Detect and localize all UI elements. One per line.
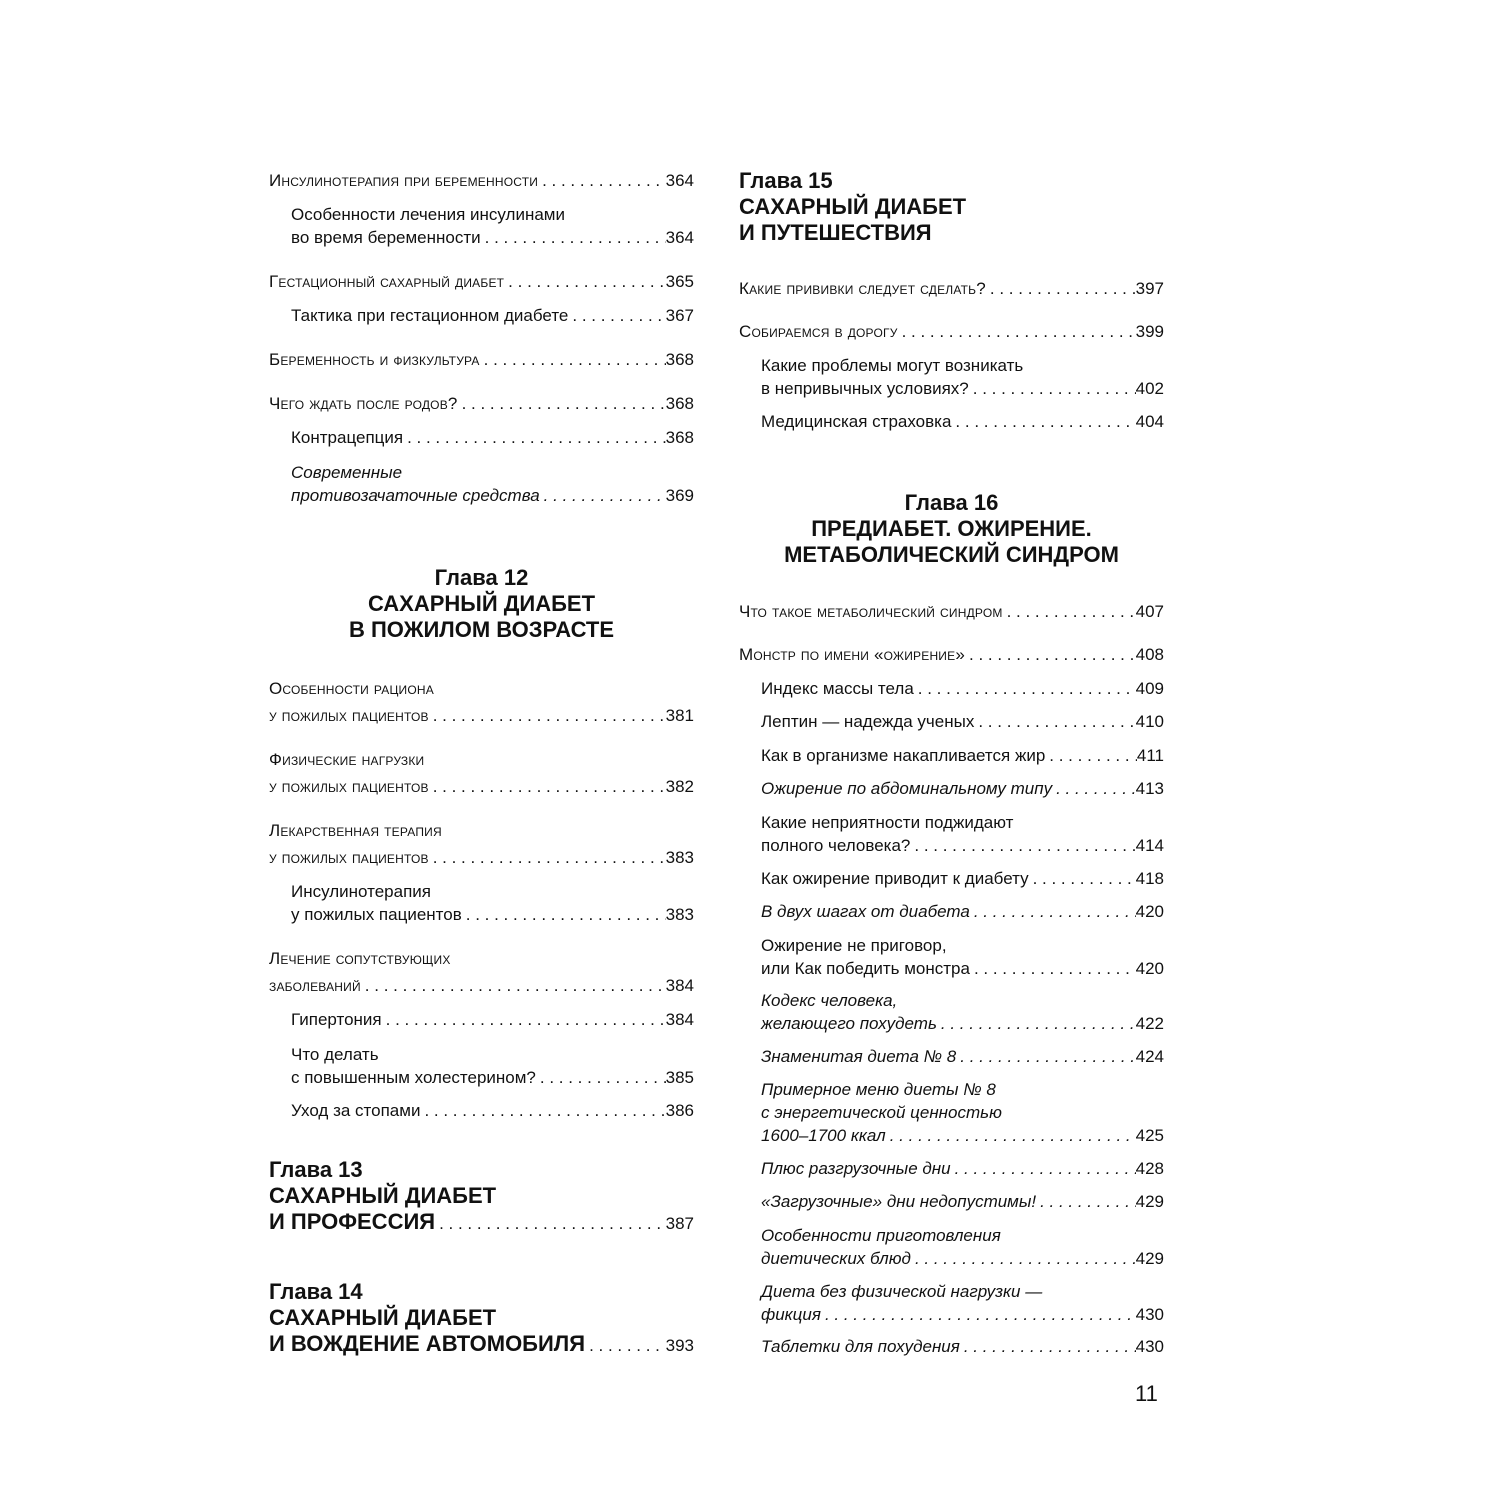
toc-entry-title-line: Какие проблемы могут возникать <box>761 356 1024 375</box>
dot-leader <box>538 169 666 192</box>
toc-entry-title-line: во время беременности <box>291 228 481 247</box>
toc-subentry[interactable] <box>761 677 1164 700</box>
toc-entry-page: 411 <box>1136 746 1164 765</box>
toc-entry[interactable] <box>739 277 1164 300</box>
toc-entry-title: Лептин — надежда ученых <box>761 712 975 731</box>
dot-leader <box>986 277 1136 300</box>
chapter-title-line: САХАРНЫЙ ДИАБЕТ <box>269 1305 497 1330</box>
toc-entry-title: Медицинская страховка <box>761 412 952 431</box>
toc-entry-title-line: Лекарственная терапия <box>269 821 442 840</box>
page-number: 11 <box>1135 1381 1158 1406</box>
toc-entry-title: Плюс разгрузочные дни <box>761 1159 951 1178</box>
toc-entry-page: 418 <box>1135 869 1164 888</box>
chapter-13-heading[interactable] <box>269 1157 694 1237</box>
toc-entry-title: В двух шагах от диабета <box>761 902 970 921</box>
toc-entry-page: 368 <box>665 350 694 369</box>
toc-subentry[interactable] <box>761 1280 1164 1326</box>
toc-entry[interactable] <box>739 320 1164 343</box>
dot-leader <box>974 710 1135 733</box>
toc-entry-title-line: 1600–1700 ккал <box>761 1126 886 1145</box>
toc-entry-page: 387 <box>665 1214 694 1233</box>
dot-leader <box>951 410 1135 433</box>
chapter-title-line: САХАРНЫЙ ДИАБЕТ <box>269 1183 497 1208</box>
toc-entry-page: 364 <box>665 228 694 247</box>
toc-entry-title: Беременность и физкультура <box>269 350 480 369</box>
toc-entry-title-line: диетических блюд <box>761 1249 911 1268</box>
chapter-title-line: В ПОЖИЛОМ ВОЗРАСТЕ <box>348 617 615 642</box>
toc-subentry[interactable] <box>761 744 1164 767</box>
chapter-label: Глава 15 <box>739 168 833 193</box>
dot-leader <box>970 900 1136 923</box>
toc-entry-title-line: Кодекс человека, <box>761 991 898 1010</box>
toc-subentry[interactable] <box>761 811 1164 857</box>
toc-entry-page: 429 <box>1135 1249 1164 1268</box>
toc-entry-title-line: Лечение сопутствующих <box>269 949 451 968</box>
toc-subentry[interactable] <box>761 777 1164 800</box>
dot-leader <box>429 775 666 798</box>
toc-entry-title: Уход за стопами <box>291 1101 421 1120</box>
toc-subentry[interactable] <box>761 410 1164 433</box>
toc-entry[interactable] <box>269 348 694 371</box>
toc-entry-page: 424 <box>1135 1047 1164 1066</box>
toc-subentry[interactable] <box>291 1008 694 1031</box>
toc-entry-title: Как в организме накапливается жир <box>761 746 1046 765</box>
chapter-title-line: САХАРНЫЙ ДИАБЕТ <box>739 194 967 219</box>
toc-entry-title-line: Диета без физической нагрузки — <box>761 1282 1043 1301</box>
toc-subentry[interactable] <box>761 1045 1164 1068</box>
dot-leader <box>504 270 665 293</box>
toc-entry-page: 364 <box>665 171 694 190</box>
toc-entry-title-line: Что делать <box>291 1045 379 1064</box>
toc-entry-title: Таблетки для похудения <box>761 1337 960 1356</box>
toc-entry-page: 385 <box>665 1068 694 1087</box>
toc-entry-title: Индекс массы тела <box>761 679 914 698</box>
toc-entry-page: 430 <box>1135 1305 1164 1324</box>
toc-entry-title-line: Особенности рациона <box>269 679 434 698</box>
toc-entry-page: 393 <box>665 1336 694 1355</box>
dot-leader <box>969 377 1136 400</box>
dot-leader <box>821 1303 1136 1326</box>
toc-entry-page: 430 <box>1135 1337 1164 1356</box>
toc-entry-title: Гестационный сахарный диабет <box>269 272 505 291</box>
dot-leader <box>951 1157 1136 1180</box>
toc-entry-title-line: с повышенным холестерином? <box>291 1068 536 1087</box>
toc-entry-page: 422 <box>1135 1014 1164 1033</box>
toc-entry-title-line: Физические нагрузки <box>269 750 425 769</box>
toc-entry-title-line: Какие неприятности поджидают <box>761 813 1014 832</box>
chapter-title-line: МЕТАБОЛИЧЕСКИЙ СИНДРОМ <box>784 542 1119 567</box>
dot-leader <box>970 957 1136 980</box>
dot-leader <box>960 1335 1136 1358</box>
toc-subentry[interactable] <box>291 1043 694 1089</box>
dot-leader <box>898 320 1136 343</box>
toc-entry-title-line: Современные <box>291 463 403 482</box>
toc-entry-page: 420 <box>1135 959 1164 978</box>
chapter-label: Глава 16 <box>904 490 999 515</box>
dot-leader <box>435 1211 666 1237</box>
dot-leader <box>429 846 666 869</box>
dot-leader <box>361 974 666 997</box>
toc-entry[interactable] <box>269 819 694 869</box>
chapter-title-line: И ВОЖДЕНИЕ АВТОМОБИЛЯ <box>269 1331 586 1356</box>
dot-leader <box>914 677 1136 700</box>
toc-entry-title-line: у пожилых пациентов <box>269 706 429 725</box>
dot-leader <box>1052 777 1136 800</box>
toc-entry[interactable] <box>269 677 694 727</box>
toc-entry-page: 383 <box>665 905 694 924</box>
toc-subentry[interactable] <box>761 354 1164 400</box>
toc-entry-page: 414 <box>1135 836 1164 855</box>
toc-entry-title-line: у пожилых пациентов <box>269 777 429 796</box>
toc-entry-title: Чего ждать после родов? <box>269 394 458 413</box>
toc-subentry[interactable] <box>291 203 694 249</box>
dot-leader <box>937 1012 1136 1035</box>
toc-entry-title: Какие прививки следует сделать? <box>739 279 986 298</box>
dot-leader <box>585 1333 666 1359</box>
dot-leader <box>886 1124 1136 1147</box>
dot-leader <box>382 1008 666 1031</box>
toc-entry-title: Контрацепция <box>291 428 404 447</box>
chapter-label: Глава 14 <box>269 1279 363 1304</box>
toc-subentry[interactable] <box>761 934 1164 980</box>
toc-entry-title-line: противозачаточные средства <box>291 486 540 505</box>
toc-entry-title-line: в непривычных условиях? <box>761 379 969 398</box>
toc-entry-page: 369 <box>665 486 694 505</box>
toc-entry-title-line: Ожирение не приговор, <box>761 936 947 955</box>
toc-entry-page: 402 <box>1135 379 1164 398</box>
toc-subentry[interactable] <box>291 304 694 327</box>
dot-leader <box>481 226 666 249</box>
toc-subentry[interactable] <box>291 880 694 926</box>
toc-entry-page: 382 <box>665 777 694 796</box>
toc-subentry[interactable] <box>761 1157 1164 1180</box>
chapter-title-line: ПРЕДИАБЕТ. ОЖИРЕНИЕ. <box>811 516 1092 541</box>
toc-entry-title-line: или Как победить монстра <box>761 959 970 978</box>
dot-leader <box>956 1045 1135 1068</box>
toc-entry-title-line: желающего похудеть <box>761 1014 937 1033</box>
toc-entry-title: Знаменитая диета № 8 <box>761 1047 957 1066</box>
toc-entry-title-line: с энергетической ценностью <box>761 1103 1002 1122</box>
toc-entry-title-line: фикция <box>761 1305 821 1324</box>
toc-entry-title: Монстр по имени «ожирение» <box>739 645 965 664</box>
toc-entry-page: 399 <box>1135 322 1164 341</box>
toc-entry-title-line: Примерное меню диеты № 8 <box>761 1080 996 1099</box>
toc-subentry[interactable] <box>291 461 694 507</box>
toc-entry-title-line: Инсулинотерапия <box>291 882 431 901</box>
dot-leader <box>1036 1190 1136 1213</box>
toc-subentry[interactable] <box>761 867 1164 890</box>
dot-leader <box>911 1247 1136 1270</box>
chapter-label: Глава 12 <box>434 565 529 590</box>
toc-entry-title: Гипертония <box>291 1010 382 1029</box>
toc-subentry[interactable] <box>291 426 694 449</box>
toc-entry-page: 408 <box>1135 645 1164 664</box>
toc-entry-page: 397 <box>1135 279 1164 298</box>
toc-subentry[interactable] <box>761 1078 1164 1147</box>
dot-leader <box>965 643 1136 666</box>
toc-subentry[interactable] <box>761 900 1164 923</box>
toc-subentry[interactable] <box>761 710 1164 733</box>
toc-subentry[interactable] <box>761 989 1164 1035</box>
chapter-15-heading[interactable] <box>739 168 1164 246</box>
toc-entry-page: 368 <box>665 394 694 413</box>
toc-entry-page: 386 <box>665 1101 694 1120</box>
toc-entry-title-line: Особенности приготовления <box>761 1226 1001 1245</box>
chapter-title-line: И ПУТЕШЕСТВИЯ <box>739 220 932 245</box>
toc-entry-page: 368 <box>665 428 694 447</box>
toc-entry-title-line: Особенности лечения инсулинами <box>291 205 565 224</box>
dot-leader <box>458 392 666 415</box>
toc-entry-page: 409 <box>1135 679 1164 698</box>
toc-entry-page: 429 <box>1135 1192 1164 1211</box>
toc-entry-page: 365 <box>665 272 694 291</box>
toc-entry[interactable] <box>739 643 1164 666</box>
chapter-title-line: САХАРНЫЙ ДИАБЕТ <box>367 591 596 616</box>
toc-entry[interactable] <box>269 270 694 293</box>
toc-entry-title: Тактика при гестационном диабете <box>291 306 569 325</box>
toc-subentry[interactable] <box>761 1224 1164 1270</box>
dot-leader <box>568 304 665 327</box>
toc-entry-page: 425 <box>1135 1126 1164 1145</box>
toc-entry-title: Собираемся в дорогу <box>739 322 898 341</box>
chapter-label: Глава 13 <box>269 1157 363 1182</box>
chapter-12-heading[interactable] <box>269 565 694 643</box>
toc-entry[interactable] <box>739 600 1164 623</box>
dot-leader <box>1003 600 1136 623</box>
toc-entry-page: 383 <box>665 848 694 867</box>
toc-entry-title: Инсулинотерапия при беременности <box>269 171 539 190</box>
toc-entry-title-line: полного человека? <box>761 836 911 855</box>
toc-entry[interactable] <box>269 748 694 798</box>
toc-entry-title-line: у пожилых пациентов <box>291 905 462 924</box>
chapter-16-heading[interactable] <box>739 490 1164 568</box>
toc-entry-page: 428 <box>1135 1159 1164 1178</box>
toc-entry[interactable] <box>269 169 694 192</box>
chapter-title-line: И ПРОФЕССИЯ <box>269 1209 436 1234</box>
dot-leader <box>1045 744 1137 767</box>
toc-entry-title-line: у пожилых пациентов <box>269 848 429 867</box>
dot-leader <box>536 1066 666 1089</box>
toc-entry-page: 420 <box>1135 902 1164 921</box>
toc-entry-page: 407 <box>1135 602 1164 621</box>
toc-entry-page: 384 <box>665 1010 694 1029</box>
toc-entry-page: 404 <box>1135 412 1164 431</box>
dot-leader <box>462 903 666 926</box>
toc-entry[interactable] <box>269 392 694 415</box>
toc-entry-page: 381 <box>665 706 694 725</box>
toc-entry-page: 413 <box>1135 779 1164 798</box>
dot-leader <box>429 704 666 727</box>
toc-entry-page: 384 <box>665 976 694 995</box>
toc-entry-title: «Загрузочные» дни недопустимы! <box>761 1192 1037 1211</box>
dot-leader <box>420 1099 665 1122</box>
dot-leader <box>480 348 666 371</box>
toc-entry-title: Ожирение по абдоминальному типу <box>761 779 1053 798</box>
dot-leader <box>540 484 666 507</box>
toc-entry-title-line: заболеваний <box>269 976 361 995</box>
toc-entry[interactable] <box>269 947 694 997</box>
toc-entry-title: Что такое метаболический синдром <box>739 602 1003 621</box>
toc-entry-page: 410 <box>1135 712 1164 731</box>
toc-entry-page: 367 <box>665 306 694 325</box>
toc-subentry[interactable] <box>291 1099 694 1122</box>
dot-leader <box>1029 867 1136 890</box>
toc-entry-title: Как ожирение приводит к диабету <box>761 869 1029 888</box>
dot-leader <box>910 834 1135 857</box>
toc-subentry[interactable] <box>761 1335 1164 1358</box>
chapter-14-heading[interactable] <box>269 1279 694 1359</box>
toc-subentry[interactable] <box>761 1190 1164 1213</box>
dot-leader <box>403 426 666 449</box>
